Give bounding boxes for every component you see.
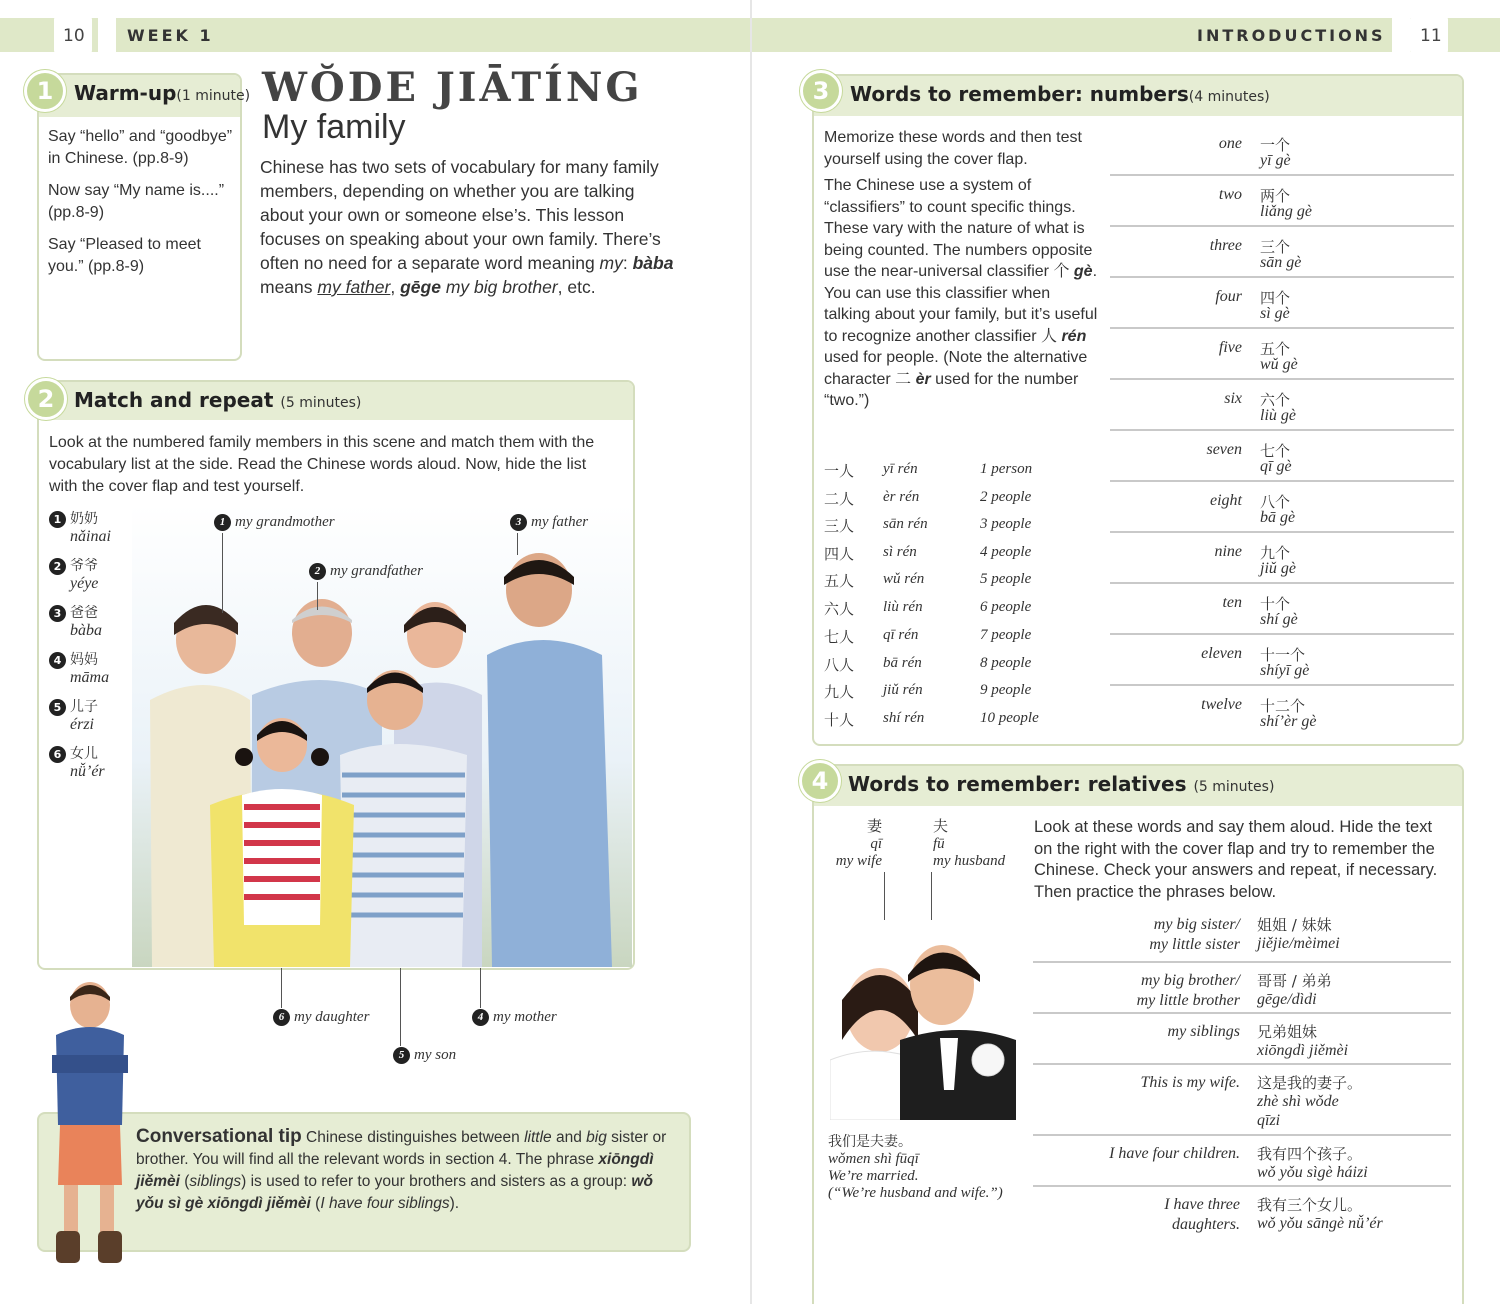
relative-row: This is my wife. 这是我的妻子。 zhè shì wǒde qīzi (1033, 1065, 1451, 1136)
people-py: sì rén (883, 544, 917, 560)
relative-row: I have three daughters. 我有三个女儿。 wǒ yǒu sāngè nǚ’ér (1164, 1196, 1383, 1233)
left-page-number: 10 (63, 26, 85, 46)
people-py: qī rén (883, 627, 919, 643)
vocab-item: 5 儿子 érzi (49, 696, 129, 743)
callout-father: 3 my father (510, 514, 588, 531)
right-header-bar (752, 18, 1500, 52)
warmup-list (48, 126, 236, 278)
warmup-title: Warm-up(1 minute) (74, 81, 251, 105)
number-row: seven 七个 qī gè (1110, 431, 1454, 482)
people-py: shí rén (883, 710, 925, 726)
people-py: liù rén (883, 599, 923, 615)
people-en: 10 people (980, 710, 1039, 726)
number-row: eleven 十一个 shíyī gè (1110, 635, 1454, 686)
wife-label: 妻 qī my wife (835, 817, 882, 869)
people-zh: 七人 (824, 628, 855, 646)
vocab-item: 6 女儿 nǚ’ér (49, 743, 129, 790)
number-row: ten 十个 shí gè (1110, 584, 1454, 635)
number-row: one 一个 yī gè (1110, 125, 1454, 176)
tip-text: Conversational tip Chinese distinguishes between little and big sister or brother. You will find all the relevant words in section 4. The phrase xiōngdì jiěmèi (siblings) is used to refer to your brothers and sisters as a group: wǒ yǒu sì gè xiōngdì jiěmèi (I have four siblings). (136, 1126, 667, 1212)
couple-caption: 我们是夫妻。 wǒmen shì fūqī We’re married. (“We’re husband and wife.”) (828, 1134, 1003, 1201)
page-spine (750, 0, 752, 1304)
warmup-number: 1 (24, 70, 66, 112)
vocab-item: 3 爸爸 bàba (49, 602, 129, 649)
number-row: two 两个 liǎng gè (1110, 176, 1454, 227)
number-row: nine 九个 jiǔ gè (1110, 533, 1454, 584)
people-en: 2 people (980, 489, 1032, 505)
relatives-instructions: Look at these words and say them aloud. Hide the text on the right with the cover flap and try to remember the Chinese. Check your answers and repeat, if necessary. Then practice the phrases below. (1034, 818, 1438, 901)
number-row: five 五个 wǔ gè (1110, 329, 1454, 380)
people-py: yī rén (883, 461, 918, 477)
warmup-item: Say “hello” and “goodbye” in Chinese. (pp.8-9) (48, 128, 233, 167)
people-zh: 五人 (824, 572, 855, 590)
vocab-item: 2 爷爷 yéye (49, 555, 129, 602)
relative-row: my big sister/ my little sister 姐姐 / 妹妹 jiějie/mèimei (1033, 907, 1451, 963)
relative-row: my siblings 兄弟姐妹 xiōngdì jiěmèi (1033, 1014, 1451, 1065)
people-en: 3 people (980, 516, 1032, 532)
section-label: INTRODUCTIONS (1197, 26, 1386, 45)
leader-line (480, 968, 481, 1008)
people-zh: 九人 (824, 683, 855, 701)
couple-photo (830, 920, 1016, 1120)
header-gap-right (1392, 14, 1410, 56)
people-en: 7 people (980, 627, 1032, 643)
match-instructions: Look at the numbered family members in this scene and match them with the vocabulary list at the side. Read the Chinese words aloud. Now, hide the list with the cover flap and test yourself. (49, 434, 595, 495)
warmup-item: Say “Pleased to meet you.” (pp.8-9) (48, 236, 201, 275)
header-gap (98, 14, 116, 56)
vocab-item: 4 妈妈 māma (49, 649, 129, 696)
number-row: eight 八个 bā gè (1110, 482, 1454, 533)
numbers-title: Words to remember: numbers(4 minutes) (850, 82, 1270, 106)
people-en: 8 people (980, 655, 1032, 671)
match-vocab-list (49, 508, 129, 790)
people-en: 9 people (980, 682, 1032, 698)
callout-daughter: 6 my daughter (273, 1009, 369, 1026)
boy-illustration (38, 975, 130, 1269)
week-label: WEEK 1 (127, 26, 214, 45)
number-row: six 六个 liù gè (1110, 380, 1454, 431)
people-py: sān rén (883, 516, 928, 532)
people-zh: 六人 (824, 600, 855, 618)
people-zh: 四人 (824, 545, 855, 563)
husband-label: 夫 fū my husband (933, 817, 1006, 869)
leader-line (222, 533, 223, 613)
numbers-number: 3 (800, 70, 842, 112)
leader-line (517, 533, 518, 555)
vocab-item: 1 奶奶 nǎinai (49, 508, 129, 555)
leader-line (317, 582, 318, 610)
callout-grandfather: 2 my grandfather (309, 563, 423, 580)
leader-line (400, 968, 401, 1046)
lesson-title-english: My family (262, 108, 406, 146)
people-en: 5 people (980, 571, 1032, 587)
relative-row: I have four children. 我有四个孩子。 wǒ yǒu sìgè háizi (1033, 1136, 1451, 1187)
numbers-explanation: Memorize these words and then test yourself using the cover flap. The Chinese use a system of “classifiers” to count specific things. These vary with the nature of what is being counted. The numbers opposite use the near-universal classifier 个 gè. You can use this classifier when talking about your family, but it’s useful to recognize another classifier 人 rén used for people. (Note the alternative character 二 èr used for the number “two.”) (824, 129, 1098, 409)
people-zh: 十人 (824, 711, 855, 729)
people-en: 1 person (980, 461, 1033, 477)
lesson-intro: Chinese has two sets of vocabulary for many family members, depending on whether you are talking about your own or someone else’s. This lesson focuses on speaking about your own family. There’s often no need for a separate word meaning my: bàba means my father, gēge my big brother, etc. (260, 157, 674, 297)
match-title: Match and repeat (5 minutes) (74, 388, 362, 412)
people-zh: 二人 (824, 490, 855, 508)
match-number: 2 (25, 378, 67, 420)
warmup-item: Now say “My name is....” (pp.8-9) (48, 182, 225, 221)
people-en: 4 people (980, 544, 1032, 560)
leader-line (281, 968, 282, 1008)
people-zh: 八人 (824, 656, 855, 674)
number-row: twelve 十二个 shí’èr gè (1201, 696, 1317, 730)
relatives-number: 4 (799, 760, 841, 802)
relative-row: my big brother/ my little brother 哥哥 / 弟弟 gēge/dìdi (1033, 963, 1451, 1014)
right-page-number: 11 (1420, 26, 1442, 46)
people-py: jiǔ rén (883, 682, 923, 698)
relatives-title: Words to remember: relatives (5 minutes) (848, 772, 1275, 796)
people-py: wǔ rén (883, 571, 925, 587)
callout-mother: 4 my mother (472, 1009, 557, 1026)
people-py: bā rén (883, 655, 922, 671)
callout-son: 5 my son (393, 1047, 456, 1064)
people-py: èr rén (883, 489, 920, 505)
people-en: 6 people (980, 599, 1032, 615)
number-row: three 三个 sān gè (1110, 227, 1454, 278)
people-zh: 三人 (824, 517, 855, 535)
callout-grandmother: 1 my grandmother (214, 514, 335, 531)
lesson-title-pinyin: WŎDE JIĀTÍNG (262, 64, 643, 111)
people-zh: 一人 (824, 462, 855, 480)
number-row: four 四个 sì gè (1110, 278, 1454, 329)
